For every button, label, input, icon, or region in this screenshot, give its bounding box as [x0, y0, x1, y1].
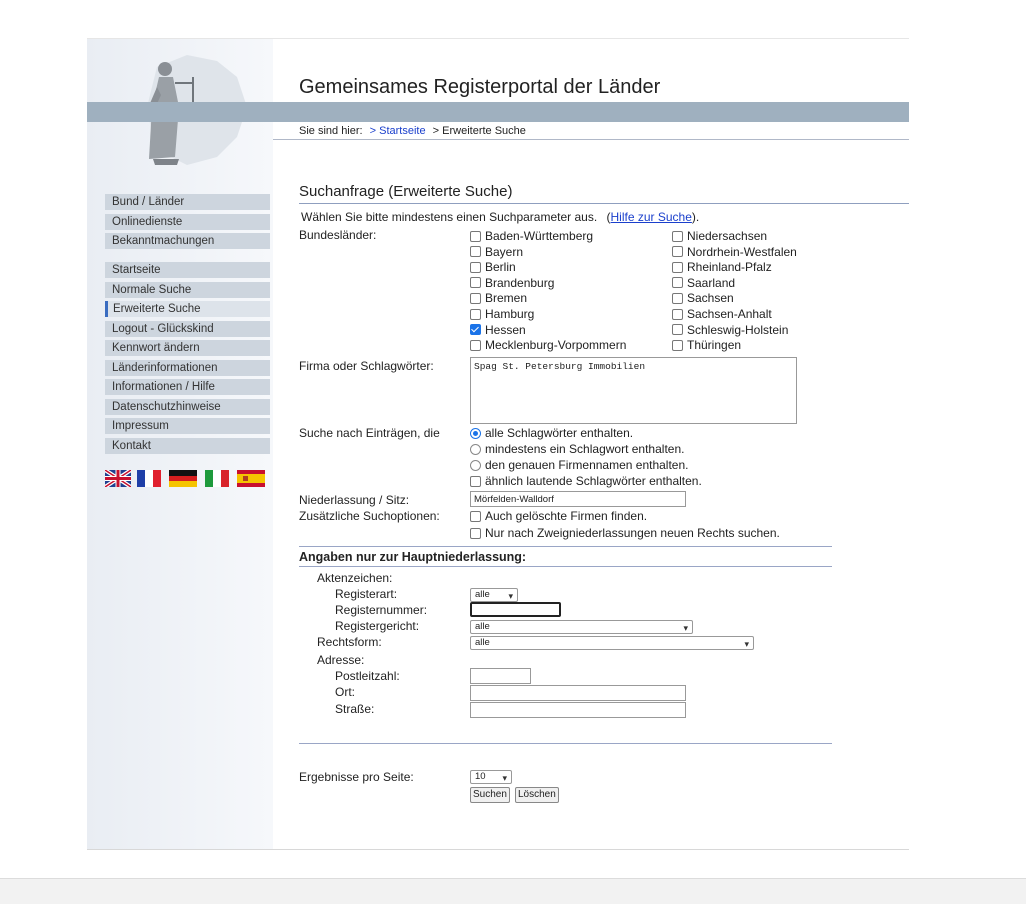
- state-checkbox-box: [672, 324, 683, 335]
- city-label: Ort:: [335, 685, 355, 699]
- sidebar-item-informationen-hilfe[interactable]: Informationen / Hilfe: [105, 379, 270, 395]
- state-checkbox-label: Brandenburg: [485, 275, 555, 290]
- register-type-label: Registerart:: [335, 587, 398, 601]
- chevron-down-icon: ▾: [683, 623, 688, 633]
- breadcrumb-current: > Erweiterte Suche: [432, 125, 526, 137]
- help-close-paren: ).: [691, 210, 700, 224]
- state-checkbox-th-ringen[interactable]: [672, 339, 741, 351]
- state-checkbox-bremen[interactable]: [470, 292, 527, 304]
- postcode-label: Postleitzahl:: [335, 669, 400, 683]
- state-checkbox-box: [672, 309, 683, 320]
- sidebar-item-erweiterte-suche[interactable]: Erweiterte Suche: [105, 301, 270, 317]
- sidebar-nav-main: [105, 262, 270, 457]
- state-checkbox-brandenburg[interactable]: [470, 277, 554, 289]
- state-checkbox-box: [470, 231, 481, 242]
- deleted-firms-label: Auch gelöschte Firmen finden.: [485, 509, 648, 523]
- state-checkbox-label: Saarland: [687, 275, 736, 290]
- portal-frame: [87, 38, 909, 850]
- state-checkbox-sachsen[interactable]: [672, 292, 734, 304]
- similar-keywords-checkbox[interactable]: [470, 475, 702, 487]
- state-checkbox-hamburg[interactable]: [470, 308, 534, 320]
- results-per-page-label: Ergebnisse pro Seite:: [299, 770, 414, 784]
- state-checkbox-label: Niedersachsen: [687, 229, 768, 243]
- state-checkbox-box: [470, 293, 481, 304]
- keywords-textarea[interactable]: Spag St. Petersburg Immobilien: [470, 357, 797, 424]
- state-checkbox-box: [672, 246, 683, 257]
- france-flag-icon[interactable]: [137, 470, 161, 487]
- branches-box: [470, 528, 481, 539]
- state-checkbox-label: Nordrhein-Westfalen: [687, 244, 797, 259]
- branches-label: Nur nach Zweigniederlassungen neuen Rechts suchen.: [485, 526, 780, 540]
- state-checkbox-berlin[interactable]: [470, 261, 516, 273]
- spain-flag-icon[interactable]: [237, 470, 265, 487]
- register-court-label: Registergericht:: [335, 619, 420, 633]
- title-bar: [87, 102, 909, 122]
- state-checkbox-label: Thüringen: [687, 338, 742, 353]
- sidebar-item-kontakt[interactable]: Kontakt: [105, 438, 270, 454]
- breadcrumb-divider: [273, 139, 909, 140]
- form-intro: Wählen Sie bitte mindestens einen Suchparameter aus.: [301, 210, 598, 224]
- street-label: Straße:: [335, 702, 375, 716]
- form-heading: Suchanfrage (Erweiterte Suche): [299, 183, 513, 200]
- sidebar-item-bekanntmachungen[interactable]: Bekanntmachungen: [105, 233, 270, 249]
- state-checkbox-label: Hamburg: [485, 307, 535, 321]
- state-checkbox-label: Schleswig-Holstein: [687, 322, 789, 337]
- state-checkbox-label: Baden-Württemberg: [485, 229, 594, 243]
- legal-form-value: alle: [475, 637, 490, 648]
- breadcrumb: [299, 125, 526, 137]
- sidebar-item-onlinedienste[interactable]: Onlinedienste: [105, 214, 270, 230]
- street-input[interactable]: [470, 702, 686, 718]
- radio-exact-name[interactable]: [470, 459, 688, 471]
- state-checkbox-label: Hessen: [485, 322, 526, 337]
- postcode-input[interactable]: [470, 668, 531, 684]
- state-checkbox-box: [470, 340, 481, 351]
- chevron-down-icon: ▾: [744, 639, 749, 649]
- clear-button[interactable]: Löschen: [515, 787, 559, 803]
- state-checkbox-niedersachsen[interactable]: [672, 230, 767, 242]
- extra-options-label: Zusätzliche Suchoptionen:: [299, 509, 440, 523]
- section-divider-bottom: [299, 743, 832, 744]
- state-checkbox-box: [470, 277, 481, 288]
- italy-flag-icon[interactable]: [205, 470, 229, 487]
- sidebar-nav-top: [105, 194, 270, 253]
- branches-checkbox[interactable]: [470, 527, 780, 539]
- state-checkbox-mecklenburg-vorpommern[interactable]: [470, 339, 626, 351]
- radio-exact-name-indicator: [470, 460, 481, 471]
- states-label: Bundesländer:: [299, 228, 377, 242]
- sidebar-item-logout[interactable]: Logout - Glückskind: [105, 321, 270, 337]
- breadcrumb-prefix: Sie sind hier:: [299, 125, 363, 137]
- city-input[interactable]: [470, 685, 686, 701]
- state-checkbox-label: Sachsen: [687, 291, 734, 306]
- sidebar-item-normale-suche[interactable]: Normale Suche: [105, 282, 270, 298]
- germany-flag-icon[interactable]: [169, 470, 197, 487]
- breadcrumb-home-link[interactable]: > Startseite: [369, 125, 426, 137]
- similar-keywords-label: ähnlich lautende Schlagwörter enthalten.: [485, 474, 702, 488]
- state-checkbox-box: [672, 277, 683, 288]
- radio-min-keyword-label: mindestens ein Schlagwort enthalten.: [485, 442, 685, 456]
- state-checkbox-label: Sachsen-Anhalt: [687, 307, 772, 321]
- register-court-value: alle: [475, 621, 490, 632]
- sidebar-item-datenschutz[interactable]: Datenschutzhinweise: [105, 399, 270, 415]
- file-number-label: Aktenzeichen:: [317, 571, 393, 585]
- state-checkbox-baden-w-rttemberg[interactable]: [470, 230, 593, 242]
- seat-input[interactable]: Mörfelden-Walldorf: [470, 491, 686, 507]
- state-checkbox-schleswig-holstein[interactable]: [672, 324, 788, 336]
- sidebar-item-kennwort[interactable]: Kennwort ändern: [105, 340, 270, 356]
- main-branch-heading: Angaben nur zur Hauptniederlassung:: [299, 550, 527, 564]
- deleted-firms-box: [470, 511, 481, 522]
- form-intro-line: [301, 210, 699, 224]
- legal-form-label: Rechtsform:: [317, 635, 382, 649]
- uk-flag-icon[interactable]: [105, 470, 131, 487]
- help-open-paren: (: [606, 210, 611, 224]
- state-checkbox-box: [672, 293, 683, 304]
- state-checkbox-box: [470, 262, 481, 273]
- state-checkbox-box: [672, 231, 683, 242]
- radio-min-keyword[interactable]: [470, 443, 684, 455]
- sidebar-item-startseite[interactable]: Startseite: [105, 262, 270, 278]
- sidebar-item-bund-laender[interactable]: Bund / Länder: [105, 194, 270, 210]
- radio-min-keyword-indicator: [470, 444, 481, 455]
- state-checkbox-box: [470, 246, 481, 257]
- radio-all-keywords-label: alle Schlagwörter enthalten.: [485, 426, 634, 440]
- page-title: Gemeinsames Registerportal der Länder: [299, 76, 661, 98]
- state-checkbox-label: Bremen: [485, 291, 528, 306]
- chevron-down-icon: ▾: [508, 591, 513, 601]
- state-checkbox-sachsen-anhalt[interactable]: [672, 308, 772, 320]
- register-number-label: Registernummer:: [335, 603, 428, 617]
- section-heading-divider: [299, 566, 832, 567]
- state-checkbox-rheinland-pfalz[interactable]: [672, 261, 772, 273]
- address-label: Adresse:: [317, 653, 365, 667]
- register-number-input[interactable]: [470, 602, 561, 617]
- state-checkbox-box: [672, 262, 683, 273]
- radio-all-keywords[interactable]: [470, 427, 633, 439]
- state-checkbox-bayern[interactable]: [470, 246, 523, 258]
- search-mode-label: Suche nach Einträgen, die: [299, 426, 440, 440]
- search-button[interactable]: Suchen: [470, 787, 510, 803]
- state-checkbox-hessen[interactable]: [470, 324, 526, 336]
- state-checkbox-box: [470, 309, 481, 320]
- sidebar-item-laenderinformationen[interactable]: Länderinformationen: [105, 360, 270, 376]
- state-checkbox-box: [470, 324, 481, 335]
- state-checkbox-label: Bayern: [485, 244, 524, 259]
- sidebar-item-impressum[interactable]: Impressum: [105, 418, 270, 434]
- section-divider-top: [299, 546, 832, 547]
- register-type-select[interactable]: [470, 588, 518, 602]
- results-per-page-value: 10: [475, 771, 486, 782]
- register-type-value: alle: [475, 589, 490, 600]
- register-court-select[interactable]: [470, 620, 693, 634]
- chevron-down-icon: ▾: [502, 773, 507, 783]
- state-checkbox-label: Berlin: [485, 260, 516, 275]
- deleted-firms-checkbox[interactable]: [470, 510, 647, 522]
- seat-label: Niederlassung / Sitz:: [299, 493, 410, 507]
- legal-form-select[interactable]: [470, 636, 754, 650]
- radio-all-keywords-indicator: [470, 428, 481, 439]
- state-checkbox-saarland[interactable]: [672, 277, 735, 289]
- results-per-page-select[interactable]: [470, 770, 512, 784]
- form-heading-divider: [299, 203, 909, 204]
- radio-exact-name-label: den genauen Firmennamen enthalten.: [485, 458, 689, 472]
- state-checkbox-label: Mecklenburg-Vorpommern: [485, 338, 627, 353]
- state-checkbox-label: Rheinland-Pfalz: [687, 260, 772, 275]
- help-link[interactable]: Hilfe zur Suche: [610, 210, 692, 224]
- keywords-label: Firma oder Schlagwörter:: [299, 359, 434, 373]
- state-checkbox-box: [672, 340, 683, 351]
- page-bottom-strip: [0, 878, 1026, 904]
- similar-keywords-box: [470, 476, 481, 487]
- state-checkbox-nordrhein-westfalen[interactable]: [672, 246, 797, 258]
